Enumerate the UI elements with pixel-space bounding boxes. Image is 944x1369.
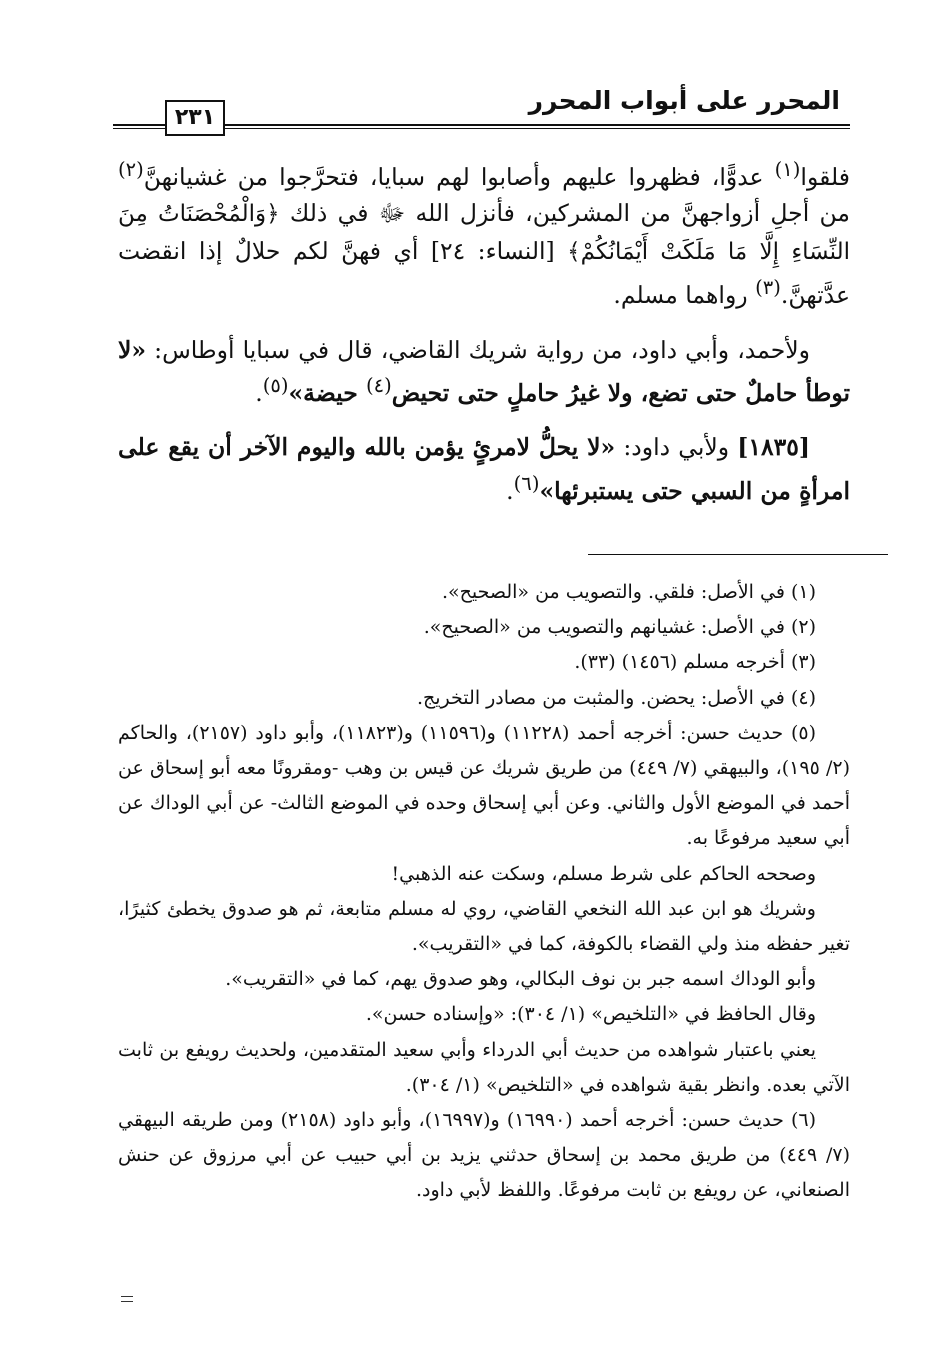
text-run: .	[255, 378, 263, 407]
footnote-4: (٤) في الأصل: يحضن. والمثبت من مصادر التخريج.	[416, 686, 816, 709]
hadith-number: [١٨٣٥]	[737, 433, 810, 462]
footnote-5: (٥) حديث حسن: أخرجه أحمد (١١٢٢٨) و(١١٥٩٦) و(١١٨٢٣)، وأبو داود (٢١٥٧)، والحاكم (٢/ ١٩٥)، والبيهقي (٧/ ٤٤٩) من طريق شريك عن قيس بن وهب -ومقرونًا معه أبو إسحاق عن أحمد في الموضع الأول والثاني. وعن أبي إسحاق وحده في الموضع الثالث- عن أبي الوداك عن أبي سعيد مرفوعًا به.	[118, 721, 850, 850]
footnote-ref: (٤)	[365, 374, 392, 398]
text-run: عدوًّا، فظهروا عليهم وأصابوا لهم سبايا، فتحرَّجوا من غشيانهنَّ	[143, 162, 775, 191]
verse-reference: [النساء: ٢٤]	[418, 236, 568, 265]
footnote-ref: (٦)	[513, 471, 540, 495]
footnotes	[118, 575, 850, 1209]
continuation-mark	[121, 1296, 133, 1306]
text-run: ولأبي داود:	[615, 433, 738, 462]
footnote-5-note: وأبو الوداك اسمه جبر بن نوف البكالي، وهو صدوق يهم، كما في «التقريب».	[225, 968, 816, 991]
text-run: فلقوا	[800, 162, 850, 191]
text-run: ولأحمد، وأبي داود، من رواية شريك القاضي، قال في سبايا أوطاس:	[146, 335, 810, 364]
footnote-5-note: وشريك هو ابن عبد الله النخعي القاضي، روي له مسلم متابعة، ثم هو صدوق يخطئ كثيرًا، تغير حفظه منذ ولي القضاء بالكوفة، كما في «التقريب».	[118, 897, 850, 956]
text-run: .	[506, 476, 514, 505]
main-text	[118, 152, 850, 527]
footnote-ref: (١)	[774, 158, 801, 181]
footnote-ref: (٣)	[755, 276, 781, 300]
paragraph-3	[118, 429, 850, 509]
hadith-text: «لا توطأ حاملٌ حتى تضع، ولا غيرُ حاملٍ حتى تحيض	[118, 335, 850, 407]
footnote-ref: (٢)	[118, 158, 144, 181]
text-run: من أجلِ أزواجهنَّ من المشركين، فأنزل الله ﷻ في ذلك	[279, 199, 850, 228]
footnote-separator	[588, 554, 888, 555]
paragraph-1	[118, 152, 850, 314]
footnote-5-note: وقال الحافظ في «التلخيص» (١/ ٣٠٤): «وإسناده حسن».	[365, 1003, 816, 1026]
footnote-2: (٢) في الأصل: غشيانهم والتصويب من «الصحيح».	[423, 616, 816, 639]
hadith-text: حيضة»	[288, 378, 366, 407]
hadith-text: «لا يحلُّ لامرئٍ يؤمن بالله واليوم الآخر أن يقع على امرأةٍ من السبي حتى يستبرئها»	[118, 433, 850, 505]
book-title: المحرر على أبواب المحرر	[528, 86, 840, 115]
quran-verse: ﴿وَالْمُحْصَنَاتُ مِنَ النِّسَاءِ إِلَّا مَا مَلَكَتْ أَيْمَانُكُمْ﴾	[118, 201, 850, 265]
page-number: ٢٣١	[165, 100, 225, 136]
footnote-ref: (٥)	[262, 374, 289, 398]
footnote-5-note: وصححه الحاكم على شرط مسلم، وسكت عنه الذهبي!	[391, 862, 816, 885]
text-run: رواهما مسلم.	[613, 281, 756, 310]
footnote-5-note: يعني باعتبار شواهده من حديث أبي الدرداء وأبي سعيد المتقدمين، ولحديث رويفع بن ثابت الآتي بعده. وانظر بقية شواهده في «التلخيص» (١/ ٣٠٤).	[118, 1038, 850, 1096]
paragraph-2	[118, 332, 850, 412]
footnote-1: (١) في الأصل: فلقي. والتصويب من «الصحيح».	[441, 581, 816, 603]
text-run: أي فهنَّ لكم حلالٌ إذا انقضت عدَّتهنَّ.	[118, 236, 850, 310]
footnote-3: (٣) أخرجه مسلم (١٤٥٦) (٣٣).	[574, 651, 816, 674]
running-header	[0, 80, 944, 130]
footnote-6: (٦) حديث حسن: أخرجه أحمد (١٦٩٩٠) و(١٦٩٩٧)، وأبو داود (٢١٥٨) ومن طريقه البيهقي (٧/ ٤٤٩) من طريق محمد بن إسحاق حدثني يزيد بن أبي حبيب عن أبي مرزوق عن حنش الصنعاني، عن رويفع بن ثابت مرفوعًا. واللفظ لأبي داود.	[118, 1109, 850, 1202]
